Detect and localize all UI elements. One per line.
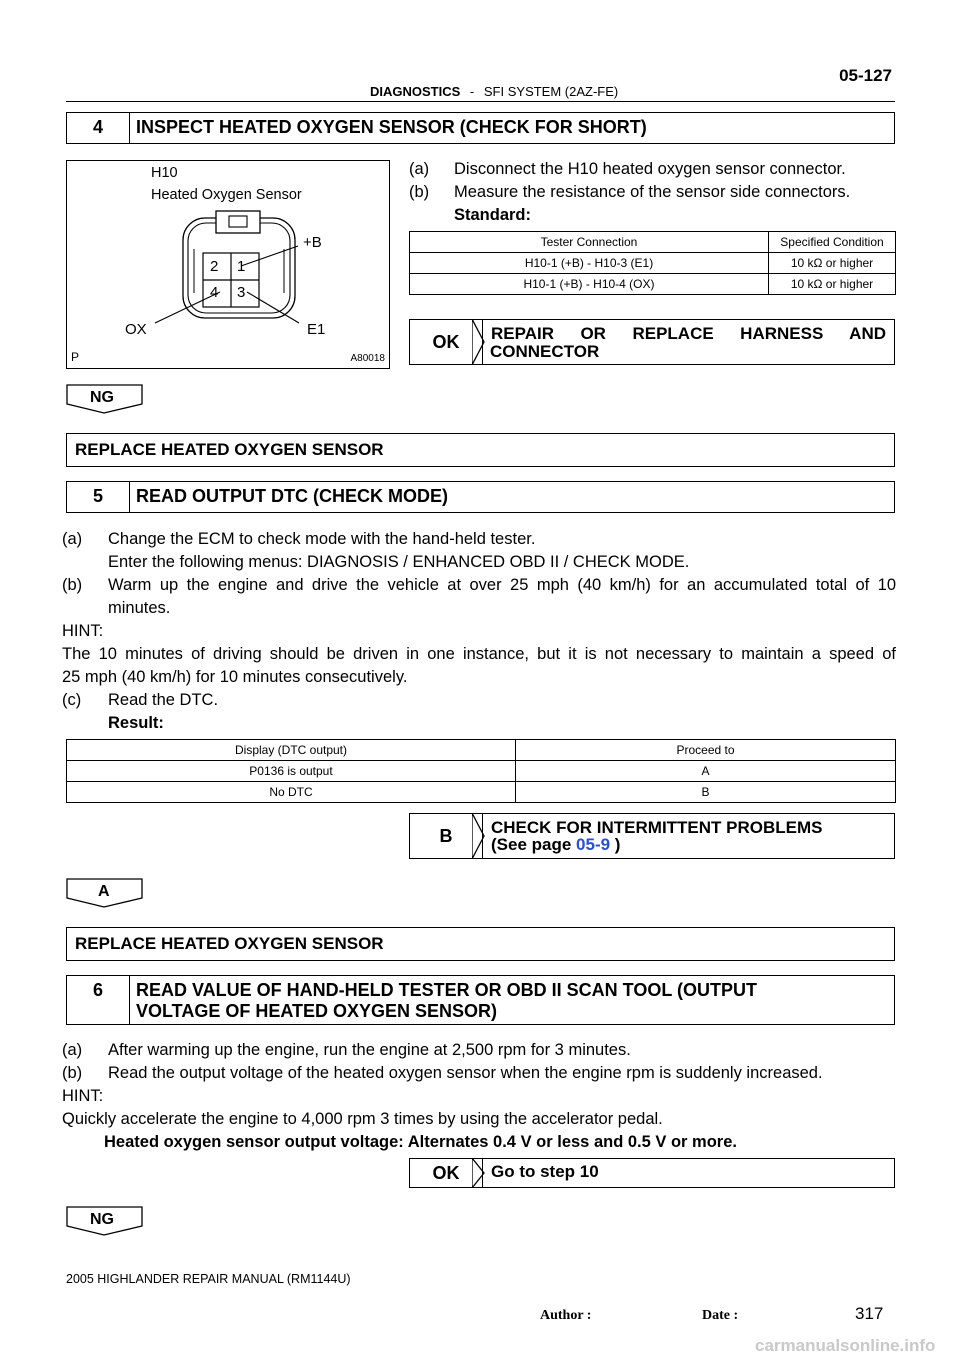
- step5-c-mark: (c): [62, 691, 82, 709]
- step5-b-line2: minutes.: [108, 599, 171, 617]
- step-title-line: READ VALUE OF HAND-HELD TESTER OR OBD II SCAN TOOL (OUTPUT: [136, 980, 758, 1000]
- step5-a-line2: Enter the following menus: DIAGNOSIS / ENHANCED OBD II / CHECK MODE.: [108, 553, 690, 571]
- step6-b-mark: (b): [62, 1064, 83, 1082]
- step-title: [130, 976, 894, 1024]
- connector-figure: [66, 160, 390, 369]
- watermark: carmanualsonline.info: [755, 1336, 936, 1355]
- table-header: Tester Connection: [410, 232, 769, 253]
- step6-a-mark: (a): [62, 1041, 83, 1059]
- table-cell: H10-1 (+B) - H10-3 (E1): [410, 253, 769, 274]
- table-cell: No DTC: [67, 782, 516, 803]
- connector-drawing: [67, 161, 389, 368]
- label-ox: OX: [125, 321, 147, 338]
- step6-spec: Heated oxygen sensor output voltage: Alternates 0.4 V or less and 0.5 V or more.: [104, 1133, 737, 1151]
- table-cell: A: [516, 761, 896, 782]
- connector-id: H10: [151, 165, 178, 181]
- see-page-prefix: (See page: [491, 835, 577, 854]
- figure-corner-mark: P: [71, 350, 80, 364]
- step-title-line: VOLTAGE OF HEATED OXYGEN SENSOR): [136, 1001, 498, 1021]
- step5-hint-line2: 25 mph (40 km/h) for 10 minutes consecutively.: [62, 668, 408, 686]
- step6-a-text: After warming up the engine, run the engine at 2,500 rpm for 3 minutes.: [108, 1041, 631, 1059]
- pin-4: 4: [210, 284, 219, 301]
- step5-b-result: [409, 813, 895, 859]
- ng-tag: [66, 1206, 144, 1241]
- step-title: READ OUTPUT DTC (CHECK MODE): [136, 486, 448, 506]
- result-action-line: REPAIR OR REPLACE HARNESS AND: [491, 324, 886, 343]
- tag-label: A: [98, 883, 110, 900]
- section-title: [370, 84, 670, 99]
- step5-a-line1: Change the ECM to check mode with the hand-held tester.: [108, 530, 536, 548]
- table-cell: 10 kΩ or higher: [769, 253, 896, 274]
- step5-hint-label: HINT:: [62, 622, 104, 640]
- table-row: [410, 253, 896, 274]
- step5-hint-line1: The 10 minutes of driving should be driven in one instance, but it is not necessary to maintain a speed of: [62, 645, 896, 663]
- table-cell: B: [516, 782, 896, 803]
- result-action-line: CHECK FOR INTERMITTENT PROBLEMS: [491, 818, 823, 837]
- table-header: Display (DTC output): [67, 740, 516, 761]
- author-label: Author :: [540, 1308, 592, 1323]
- tag-label: NG: [90, 1211, 114, 1228]
- manual-title: 2005 HIGHLANDER REPAIR MANUAL (RM1144U): [66, 1272, 351, 1286]
- step4-b-text: Measure the resistance of the sensor side connectors.: [454, 183, 851, 201]
- result-label: Result:: [108, 714, 164, 732]
- step-number: 5: [67, 482, 130, 512]
- standard-label: Standard:: [454, 206, 532, 224]
- result-label-ok: OK: [432, 331, 460, 352]
- step6-ok-result: [409, 1158, 895, 1188]
- table-row: [67, 761, 896, 782]
- step4-spec-table: [409, 231, 896, 295]
- ng-tag: [66, 384, 144, 419]
- page-link[interactable]: 05-9: [576, 835, 611, 854]
- step5-a-action: REPLACE HEATED OXYGEN SENSOR: [66, 927, 895, 961]
- step6-b-text: Read the output voltage of the heated oxygen sensor when the engine rpm is suddenly increased.: [108, 1064, 823, 1082]
- header-rule: [66, 101, 895, 102]
- section-separator: -: [469, 84, 475, 99]
- pin-2: 2: [210, 258, 219, 275]
- step5-b-line1: Warm up the engine and drive the vehicle at over 25 mph (40 km/h) for an accumulated total of 10: [108, 576, 896, 594]
- page-code: 05-127: [839, 66, 892, 85]
- table-cell: P0136 is output: [67, 761, 516, 782]
- table-header: Proceed to: [516, 740, 896, 761]
- step5-b-mark: (b): [62, 576, 83, 594]
- label-e1: E1: [307, 321, 326, 338]
- result-label-ok: OK: [432, 1162, 460, 1183]
- figure-id: A80018: [350, 353, 385, 364]
- label-plus-b: +B: [303, 234, 322, 251]
- step6-hint-label: HINT:: [62, 1087, 104, 1105]
- step4-ng-action: REPLACE HEATED OXYGEN SENSOR: [66, 433, 895, 467]
- table-row: [67, 782, 896, 803]
- see-page-suffix: ): [610, 835, 621, 854]
- result-label-b: B: [439, 825, 453, 846]
- pin-3: 3: [237, 284, 246, 301]
- step4-a-mark: (a): [409, 160, 430, 178]
- table-cell: H10-1 (+B) - H10-4 (OX): [410, 274, 769, 295]
- step-title: INSPECT HEATED OXYGEN SENSOR (CHECK FOR SHORT): [136, 117, 647, 137]
- step4-ok-result: [409, 319, 895, 365]
- step-number: 6: [67, 976, 130, 1024]
- page-number: 317: [855, 1304, 884, 1323]
- result-action: Go to step 10: [482, 1159, 894, 1187]
- connector-name: Heated Oxygen Sensor: [151, 187, 302, 203]
- step5-a-mark: (a): [62, 530, 83, 548]
- result-action-line: CONNECTOR: [490, 342, 600, 361]
- tag-label: NG: [90, 389, 114, 406]
- step-6-box: [66, 975, 895, 1025]
- step5-c-text: Read the DTC.: [108, 691, 219, 709]
- see-page-line: [491, 836, 886, 853]
- section-name: DIAGNOSTICS: [370, 84, 461, 99]
- step4-a-text: Disconnect the H10 heated oxygen sensor connector.: [454, 160, 846, 178]
- step-number: 4: [67, 113, 130, 143]
- table-cell: 10 kΩ or higher: [769, 274, 896, 295]
- step-4-box: [66, 112, 895, 144]
- a-tag: [66, 878, 144, 913]
- pin-1: 1: [237, 258, 246, 275]
- table-row: [410, 274, 896, 295]
- step5-result-table: [66, 739, 896, 803]
- date-label: Date :: [702, 1308, 739, 1323]
- step-5-box: [66, 481, 895, 513]
- step6-hint-text: Quickly accelerate the engine to 4,000 rpm 3 times by using the accelerator pedal.: [62, 1110, 663, 1128]
- subsection-name: SFI SYSTEM (2AZ-FE): [483, 84, 619, 99]
- step4-b-mark: (b): [409, 183, 430, 201]
- result-action: [482, 814, 894, 858]
- table-header: Specified Condition: [769, 232, 896, 253]
